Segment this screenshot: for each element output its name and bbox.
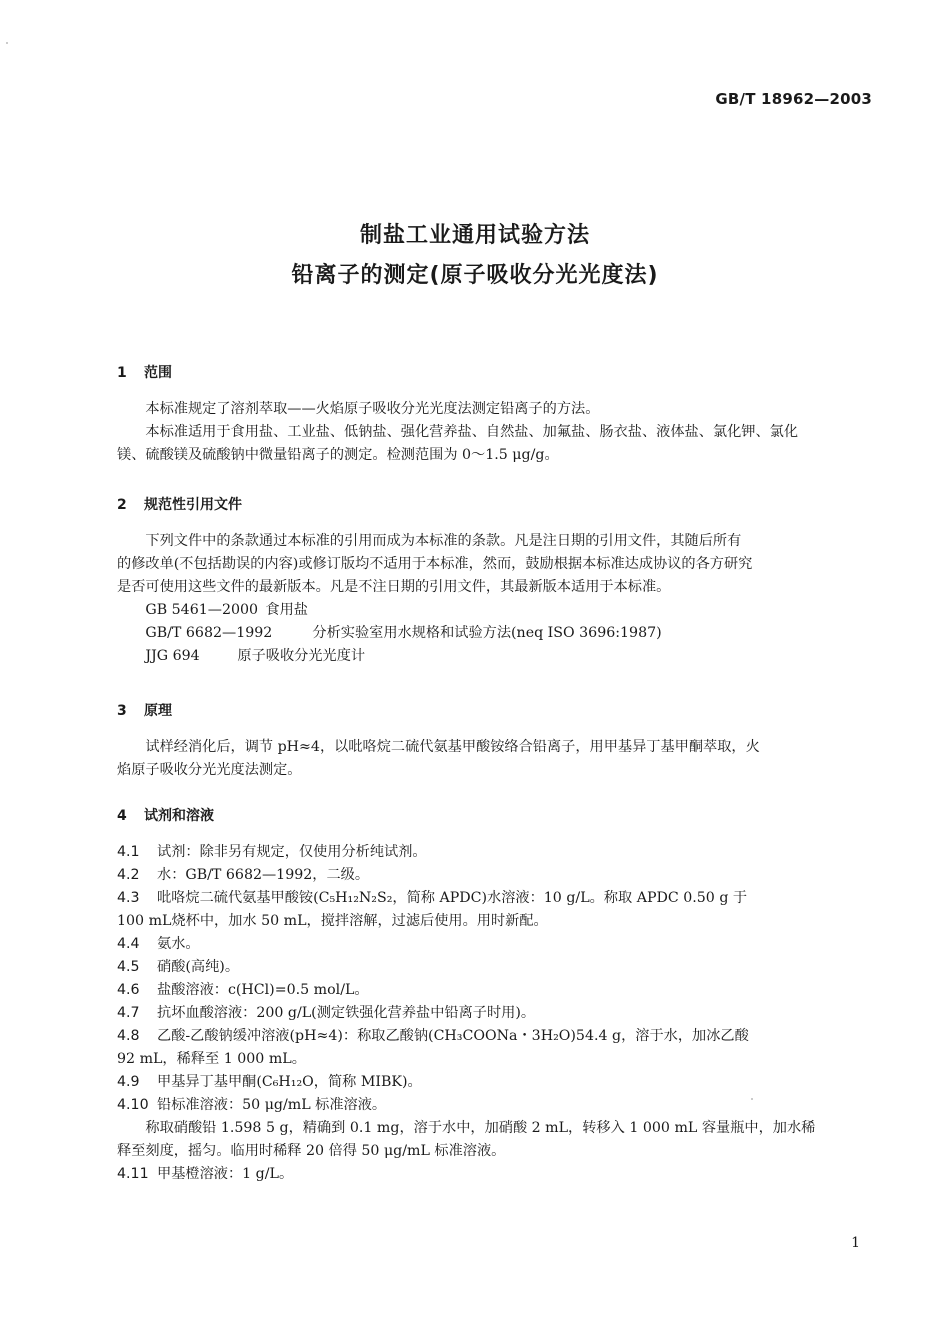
reagent-item <box>117 1094 879 1117</box>
item-text: 乙酸-乙酸钠缓冲溶液(pH≈4)：称取乙酸钠(CH₃COONa・3H₂O)54.4 g，溶于水，加冰乙酸 <box>157 1028 749 1044</box>
reference-title: 食用盐 <box>265 602 308 618</box>
section-title: 原理 <box>144 703 172 719</box>
scan-speck <box>751 1098 753 1100</box>
reference-code: JJG 694 <box>145 648 200 664</box>
item-continuation: 92 mL，稀释至 1 000 mL。 <box>117 1051 306 1067</box>
reagent-item <box>117 1071 879 1094</box>
standard-code: GB/T 18962—2003 <box>715 90 872 108</box>
item-number: 4.2 <box>117 867 140 883</box>
reference-item <box>117 622 879 645</box>
reference-code: GB 5461—2000 <box>145 602 259 618</box>
item-number: 4.8 <box>117 1028 140 1044</box>
section-title: 范围 <box>144 365 172 381</box>
scan-speck <box>6 42 8 44</box>
item-number: 4.1 <box>117 844 140 860</box>
section-3-heading <box>117 700 172 720</box>
item-number: 4.4 <box>117 936 140 952</box>
section-number: 2 <box>117 497 127 513</box>
section-title: 规范性引用文件 <box>144 497 242 513</box>
paragraph: 是否可使用这些文件的最新版本。凡是不注日期的引用文件，其最新版本适用于本标准。 <box>117 579 671 595</box>
item-text: 氨水。 <box>157 936 200 952</box>
item-text: 试剂：除非另有规定，仅使用分析纯试剂。 <box>157 844 427 860</box>
paragraph: 下列文件中的条款通过本标准的引用而成为本标准的条款。凡是注日期的引用文件，其随后所有 <box>145 533 742 549</box>
reagent-item <box>117 1002 879 1025</box>
section-2-body <box>117 530 879 668</box>
paragraph: 称取硝酸铅 1.598 5 g，精确到 0.1 mg，溶于水中，加硝酸 2 mL，转移入 1 000 mL 容量瓶中，加水稀 <box>145 1120 816 1136</box>
reference-title: 原子吸收分光光度计 <box>237 648 366 664</box>
reagent-item <box>117 956 879 979</box>
paragraph: 释至刻度，摇匀。临用时稀释 20 倍得 50 μg/mL 标准溶液。 <box>117 1143 506 1159</box>
section-4-body <box>117 841 879 1186</box>
reagent-item <box>117 1025 879 1048</box>
section-number: 3 <box>117 703 127 719</box>
page-number: 1 <box>851 1235 860 1251</box>
item-number: 4.6 <box>117 982 140 998</box>
section-1-heading <box>117 362 172 382</box>
title-line-2: 铅离子的测定(原子吸收分光光度法) <box>291 263 659 288</box>
item-number: 4.7 <box>117 1005 140 1021</box>
section-number: 1 <box>117 365 127 381</box>
reference-code: GB/T 6682—1992 <box>145 625 273 641</box>
section-3-body <box>117 736 879 782</box>
item-text: 甲基异丁基甲酮(C₆H₁₂O，简称 MIBK)。 <box>157 1074 422 1090</box>
document-title <box>0 216 950 296</box>
reagent-item <box>117 933 879 956</box>
item-text: 盐酸溶液：c(HCl)=0.5 mol/L。 <box>157 982 369 998</box>
item-text: 甲基橙溶液：1 g/L。 <box>157 1166 294 1182</box>
item-number: 4.11 <box>117 1166 149 1182</box>
item-number: 4.3 <box>117 890 140 906</box>
item-number: 4.9 <box>117 1074 140 1090</box>
reagent-item <box>117 864 879 887</box>
section-1-body <box>117 398 879 467</box>
paragraph: 镁、硫酸镁及硫酸钠中微量铅离子的测定。检测范围为 0～1.5 μg/g。 <box>117 447 559 463</box>
item-text: 铅标准溶液：50 μg/mL 标准溶液。 <box>157 1097 387 1113</box>
section-4-heading <box>117 805 214 825</box>
section-number: 4 <box>117 808 127 824</box>
paragraph: 试样经消化后，调节 pH≈4，以吡咯烷二硫代氨基甲酸铵络合铅离子，用甲基异丁基甲酮萃取，火 <box>145 739 760 755</box>
item-continuation: 100 mL烧杯中，加水 50 mL，搅拌溶解，过滤后使用。用时新配。 <box>117 913 548 929</box>
reference-item <box>117 645 879 668</box>
reagent-item <box>117 1163 879 1186</box>
paragraph: 本标准适用于食用盐、工业盐、低钠盐、强化营养盐、自然盐、加氟盐、肠衣盐、液体盐、氯化钾、氯化 <box>145 424 799 440</box>
item-number: 4.5 <box>117 959 140 975</box>
reference-item <box>117 599 879 622</box>
paragraph: 的修改单(不包括勘误的内容)或修订版均不适用于本标准，然而，鼓励根据本标准达成协议的各方研究 <box>117 556 753 572</box>
paragraph: 本标准规定了溶剂萃取——火焰原子吸收分光光度法测定铅离子的方法。 <box>145 401 600 417</box>
item-text: 水：GB/T 6682—1992，二级。 <box>157 867 370 883</box>
title-line-1: 制盐工业通用试验方法 <box>359 223 590 248</box>
reagent-item <box>117 887 879 910</box>
reagent-item <box>117 979 879 1002</box>
item-number: 4.10 <box>117 1097 149 1113</box>
reference-title: 分析实验室用水规格和试验方法(neq ISO 3696:1987) <box>312 625 662 641</box>
reagent-item <box>117 841 879 864</box>
section-2-heading <box>117 494 242 514</box>
item-text: 吡咯烷二硫代氨基甲酸铵(C₅H₁₂N₂S₂，简称 APDC)水溶液：10 g/L。称取 APDC 0.50 g 于 <box>157 890 748 906</box>
item-text: 抗坏血酸溶液：200 g/L(测定铁强化营养盐中铅离子时用)。 <box>157 1005 536 1021</box>
paragraph: 焰原子吸收分光光度法测定。 <box>117 762 302 778</box>
item-text: 硝酸(高纯)。 <box>157 959 240 975</box>
section-title: 试剂和溶液 <box>144 808 214 824</box>
